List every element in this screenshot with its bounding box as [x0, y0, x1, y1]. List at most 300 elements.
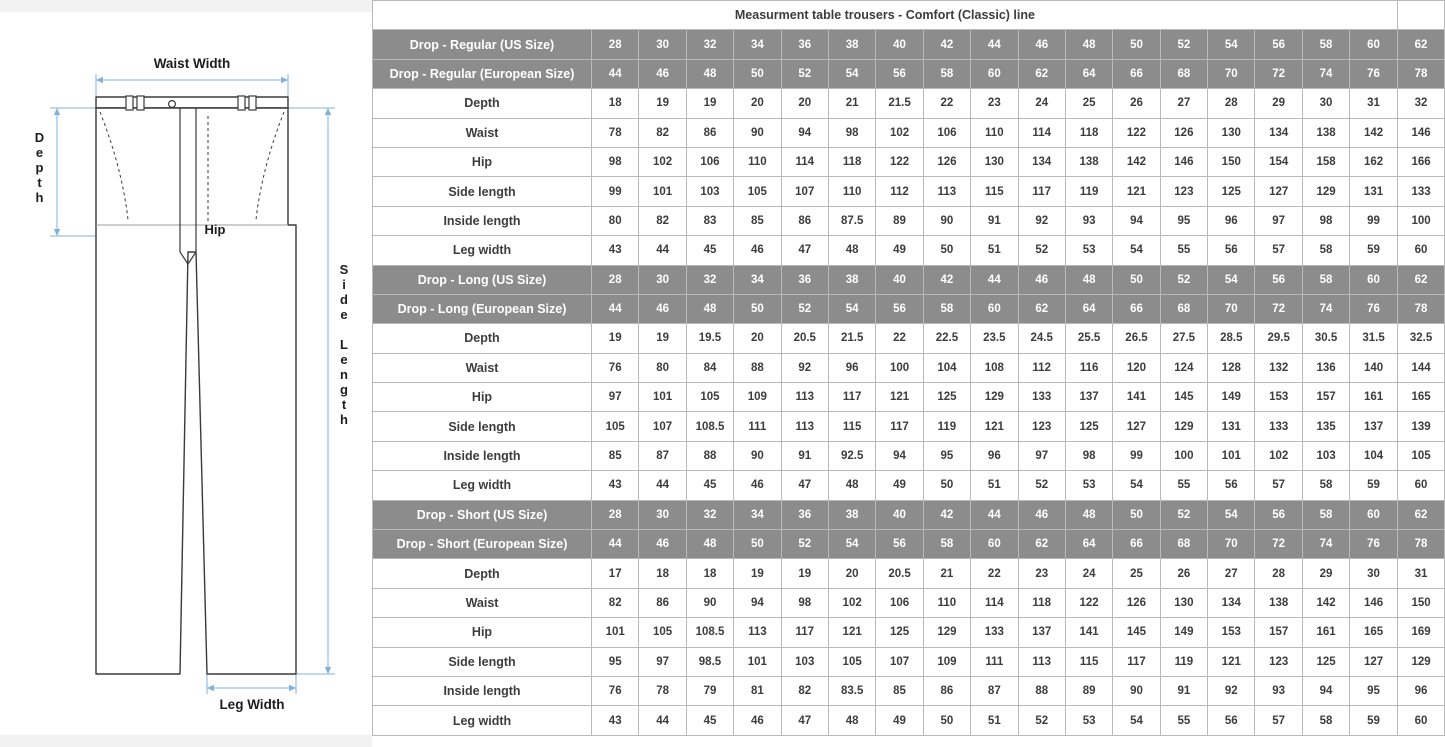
cell: 60	[971, 530, 1018, 559]
cell: 105	[828, 647, 875, 676]
cell: 100	[1160, 441, 1207, 470]
cell: 95	[923, 441, 970, 470]
cell: 87	[971, 676, 1018, 705]
cell: 17	[592, 559, 639, 588]
cell: 54	[1113, 471, 1160, 500]
cell: 52	[781, 294, 828, 323]
cell: 47	[781, 471, 828, 500]
cell: 20.5	[781, 324, 828, 353]
cell: 56	[1208, 471, 1255, 500]
cell: 114	[1018, 118, 1065, 147]
cell: 141	[1113, 383, 1160, 412]
cell: 149	[1208, 383, 1255, 412]
cell: 68	[1160, 530, 1207, 559]
cell: 59	[1350, 236, 1398, 265]
cell: 108.5	[686, 618, 733, 647]
label-hip: Hip	[204, 222, 226, 237]
cell: 22	[876, 324, 923, 353]
row-label: Side length	[373, 647, 592, 676]
row-label: Waist	[373, 118, 592, 147]
cell: 106	[876, 588, 923, 617]
cell: 30	[1302, 89, 1349, 118]
cell: 150	[1397, 588, 1444, 617]
cell: 45	[686, 706, 733, 735]
cell: 86	[923, 676, 970, 705]
cell: 98	[592, 147, 639, 176]
cell: 31	[1350, 89, 1398, 118]
cell: 126	[923, 147, 970, 176]
cell: 50	[734, 530, 781, 559]
cell: 58	[1302, 265, 1349, 294]
cell: 103	[781, 647, 828, 676]
row-label: Hip	[373, 618, 592, 647]
cell: 56	[1208, 236, 1255, 265]
cell: 62	[1018, 294, 1065, 323]
cell: 97	[639, 647, 686, 676]
table-row	[373, 647, 1445, 676]
cell: 43	[592, 236, 639, 265]
cell: 94	[734, 588, 781, 617]
cell: 125	[1208, 177, 1255, 206]
cell: 85	[592, 441, 639, 470]
label-leg-width: Leg Width	[219, 697, 285, 712]
cell: 50	[1113, 500, 1160, 529]
cell: 44	[639, 706, 686, 735]
cell: 23	[971, 89, 1018, 118]
cell: 95	[1350, 676, 1398, 705]
cell: 150	[1208, 147, 1255, 176]
cell: 24	[1018, 89, 1065, 118]
cell: 110	[734, 147, 781, 176]
cell: 105	[686, 383, 733, 412]
cell: 90	[686, 588, 733, 617]
cell: 115	[828, 412, 875, 441]
cell: 54	[828, 294, 875, 323]
cell: 52	[1018, 706, 1065, 735]
cell: 27	[1160, 89, 1207, 118]
cell: 42	[923, 30, 970, 59]
table-row	[373, 706, 1445, 735]
cell: 123	[1160, 177, 1207, 206]
cell: 60	[1350, 500, 1398, 529]
cell: 94	[876, 441, 923, 470]
cell: 158	[1302, 147, 1349, 176]
cell: 32	[686, 265, 733, 294]
table-row	[373, 206, 1445, 235]
cell: 34	[734, 500, 781, 529]
cell: 58	[1302, 500, 1349, 529]
table-row-drop	[373, 265, 1445, 294]
cell: 76	[1350, 530, 1398, 559]
cell: 169	[1397, 618, 1444, 647]
cell: 30	[639, 500, 686, 529]
cell: 52	[1160, 500, 1207, 529]
cell: 85	[734, 206, 781, 235]
cell: 25.5	[1065, 324, 1112, 353]
cell: 52	[781, 59, 828, 88]
table-row-drop	[373, 530, 1445, 559]
cell: 76	[1350, 59, 1398, 88]
cell: 115	[1065, 647, 1112, 676]
cell: 55	[1160, 236, 1207, 265]
cell: 55	[1160, 471, 1207, 500]
cell: 43	[592, 706, 639, 735]
cell: 83	[686, 206, 733, 235]
cell: 90	[734, 441, 781, 470]
cell: 78	[1397, 294, 1444, 323]
cell: 70	[1208, 59, 1255, 88]
cell: 20	[734, 89, 781, 118]
cell: 129	[1397, 647, 1444, 676]
cell: 114	[971, 588, 1018, 617]
cell: 66	[1113, 59, 1160, 88]
cell: 90	[923, 206, 970, 235]
cell: 121	[876, 383, 923, 412]
cell: 130	[1208, 118, 1255, 147]
cell: 46	[734, 471, 781, 500]
cell: 86	[639, 588, 686, 617]
cell: 91	[971, 206, 1018, 235]
cell: 131	[1208, 412, 1255, 441]
cell: 141	[1065, 618, 1112, 647]
cell: 100	[876, 353, 923, 382]
cell: 123	[1018, 412, 1065, 441]
cell: 22	[923, 89, 970, 118]
table-row	[373, 676, 1445, 705]
cell: 50	[923, 236, 970, 265]
cell: 101	[592, 618, 639, 647]
cell: 94	[781, 118, 828, 147]
cell: 42	[923, 500, 970, 529]
cell: 44	[592, 294, 639, 323]
row-label: Leg width	[373, 236, 592, 265]
cell: 107	[781, 177, 828, 206]
cell: 44	[639, 236, 686, 265]
cell: 36	[781, 30, 828, 59]
cell: 50	[734, 59, 781, 88]
table-row	[373, 353, 1445, 382]
cell: 27.5	[1160, 324, 1207, 353]
cell: 19.5	[686, 324, 733, 353]
cell: 130	[971, 147, 1018, 176]
cell: 56	[876, 59, 923, 88]
table-row-drop	[373, 30, 1445, 59]
cell: 60	[971, 59, 1018, 88]
cell: 62	[1397, 265, 1444, 294]
cell: 32.5	[1397, 324, 1444, 353]
cell: 29.5	[1255, 324, 1302, 353]
row-label: Drop - Long (European Size)	[373, 294, 592, 323]
cell: 62	[1018, 530, 1065, 559]
cell: 113	[923, 177, 970, 206]
cell: 29	[1255, 89, 1302, 118]
cell: 95	[1160, 206, 1207, 235]
row-label: Inside length	[373, 206, 592, 235]
cell: 114	[781, 147, 828, 176]
cell: 20	[734, 324, 781, 353]
cell: 121	[971, 412, 1018, 441]
cell: 128	[1208, 353, 1255, 382]
row-label: Side length	[373, 177, 592, 206]
cell: 78	[1397, 530, 1444, 559]
cell: 46	[734, 236, 781, 265]
cell: 125	[876, 618, 923, 647]
cell: 72	[1255, 59, 1302, 88]
cell: 105	[592, 412, 639, 441]
cell: 48	[828, 236, 875, 265]
cell: 68	[1160, 59, 1207, 88]
cell: 64	[1065, 530, 1112, 559]
cell: 112	[1018, 353, 1065, 382]
cell: 92	[1018, 206, 1065, 235]
cell: 94	[1113, 206, 1160, 235]
cell: 129	[971, 383, 1018, 412]
cell: 145	[1160, 383, 1207, 412]
cell: 22.5	[923, 324, 970, 353]
cell: 157	[1302, 383, 1349, 412]
cell: 48	[686, 294, 733, 323]
cell: 107	[876, 647, 923, 676]
cell: 121	[828, 618, 875, 647]
table-row	[373, 236, 1445, 265]
cell: 117	[876, 412, 923, 441]
cell: 146	[1350, 588, 1398, 617]
cell: 134	[1208, 588, 1255, 617]
cell: 19	[734, 559, 781, 588]
cell: 29	[1302, 559, 1349, 588]
cell: 21.5	[876, 89, 923, 118]
cell: 129	[1302, 177, 1349, 206]
cell: 94	[1302, 676, 1349, 705]
cell: 46	[1018, 265, 1065, 294]
cell: 86	[686, 118, 733, 147]
cell: 76	[592, 676, 639, 705]
table-row	[373, 383, 1445, 412]
cell: 74	[1302, 294, 1349, 323]
cell: 66	[1113, 294, 1160, 323]
cell: 78	[592, 118, 639, 147]
cell: 133	[1018, 383, 1065, 412]
table-row	[373, 471, 1445, 500]
cell: 46	[1018, 500, 1065, 529]
cell: 101	[639, 383, 686, 412]
cell: 131	[1350, 177, 1398, 206]
table-row	[373, 412, 1445, 441]
cell: 93	[1255, 676, 1302, 705]
cell: 58	[923, 59, 970, 88]
cell: 88	[1018, 676, 1065, 705]
cell: 56	[1255, 30, 1302, 59]
label-waist-width: Waist Width	[153, 56, 231, 71]
cell: 119	[1160, 647, 1207, 676]
cell: 21	[923, 559, 970, 588]
cell: 166	[1397, 147, 1444, 176]
cell: 24.5	[1018, 324, 1065, 353]
cell: 99	[592, 177, 639, 206]
cell: 46	[639, 530, 686, 559]
cell: 102	[876, 118, 923, 147]
cell: 110	[828, 177, 875, 206]
cell: 70	[1208, 294, 1255, 323]
cell: 28	[592, 500, 639, 529]
cell: 21.5	[828, 324, 875, 353]
cell: 98	[1065, 441, 1112, 470]
cell: 98.5	[686, 647, 733, 676]
cell: 30.5	[1302, 324, 1349, 353]
table-title: Measurment table trousers - Comfort (Classic) line	[373, 1, 1398, 30]
cell: 19	[639, 324, 686, 353]
cell: 60	[1397, 706, 1444, 735]
cell: 48	[1065, 30, 1112, 59]
cell: 18	[592, 89, 639, 118]
cell: 50	[734, 294, 781, 323]
cell: 36	[781, 500, 828, 529]
cell: 54	[1208, 30, 1255, 59]
table-row	[373, 324, 1445, 353]
cell: 52	[1018, 471, 1065, 500]
cell: 52	[1160, 265, 1207, 294]
cell: 90	[1113, 676, 1160, 705]
cell: 56	[876, 294, 923, 323]
cell: 23	[1018, 559, 1065, 588]
cell: 89	[1065, 676, 1112, 705]
cell: 91	[1160, 676, 1207, 705]
cell: 165	[1350, 618, 1398, 647]
cell: 25	[1113, 559, 1160, 588]
row-label: Depth	[373, 324, 592, 353]
cell: 18	[639, 559, 686, 588]
cell: 153	[1208, 618, 1255, 647]
cell: 60	[1397, 471, 1444, 500]
cell: 121	[1208, 647, 1255, 676]
cell: 121	[1113, 177, 1160, 206]
cell: 47	[781, 706, 828, 735]
cell: 43	[592, 471, 639, 500]
row-label: Inside length	[373, 441, 592, 470]
cell: 56	[876, 530, 923, 559]
cell: 125	[1065, 412, 1112, 441]
cell: 44	[971, 500, 1018, 529]
cell: 104	[923, 353, 970, 382]
cell: 133	[1397, 177, 1444, 206]
cell: 34	[734, 30, 781, 59]
row-label: Drop - Regular (European Size)	[373, 59, 592, 88]
cell: 137	[1350, 412, 1398, 441]
cell: 102	[639, 147, 686, 176]
cell: 57	[1255, 706, 1302, 735]
cell: 113	[734, 618, 781, 647]
cell: 23.5	[971, 324, 1018, 353]
cell: 32	[686, 500, 733, 529]
cell: 19	[639, 89, 686, 118]
cell: 44	[592, 59, 639, 88]
cell: 40	[876, 265, 923, 294]
cell: 102	[1255, 441, 1302, 470]
cell: 112	[876, 177, 923, 206]
cell: 60	[1397, 236, 1444, 265]
cell: 96	[971, 441, 1018, 470]
table-row	[373, 588, 1445, 617]
cell: 117	[828, 383, 875, 412]
cell: 86	[781, 206, 828, 235]
cell: 59	[1350, 471, 1398, 500]
row-label: Leg width	[373, 471, 592, 500]
cell: 82	[781, 676, 828, 705]
cell: 153	[1255, 383, 1302, 412]
cell: 113	[781, 412, 828, 441]
cell: 138	[1255, 588, 1302, 617]
row-label: Inside length	[373, 676, 592, 705]
cell: 26	[1160, 559, 1207, 588]
cell: 54	[1208, 500, 1255, 529]
cell: 118	[828, 147, 875, 176]
table-row	[373, 618, 1445, 647]
cell: 113	[781, 383, 828, 412]
measurement-table	[372, 0, 1445, 736]
cell: 92.5	[828, 441, 875, 470]
cell: 140	[1350, 353, 1398, 382]
cell: 57	[1255, 236, 1302, 265]
cell: 56	[1255, 500, 1302, 529]
row-label: Depth	[373, 559, 592, 588]
cell: 28	[592, 30, 639, 59]
cell: 97	[592, 383, 639, 412]
cell: 74	[1302, 59, 1349, 88]
cell: 161	[1350, 383, 1398, 412]
cell: 48	[686, 530, 733, 559]
cell: 64	[1065, 59, 1112, 88]
cell: 79	[686, 676, 733, 705]
cell: 122	[876, 147, 923, 176]
cell: 138	[1302, 118, 1349, 147]
cell: 60	[1350, 30, 1398, 59]
cell: 50	[1113, 30, 1160, 59]
cell: 115	[971, 177, 1018, 206]
cell: 113	[1018, 647, 1065, 676]
cell: 97	[1018, 441, 1065, 470]
cell: 28	[1255, 559, 1302, 588]
cell: 52	[1160, 30, 1207, 59]
cell: 105	[734, 177, 781, 206]
table-row	[373, 559, 1445, 588]
cell: 132	[1255, 353, 1302, 382]
cell: 97	[1255, 206, 1302, 235]
cell: 122	[1065, 588, 1112, 617]
cell: 96	[1397, 676, 1444, 705]
cell: 142	[1113, 147, 1160, 176]
row-label: Side length	[373, 412, 592, 441]
cell: 101	[639, 177, 686, 206]
cell: 49	[876, 706, 923, 735]
cell: 44	[971, 265, 1018, 294]
measurement-table-panel	[372, 0, 1445, 747]
cell: 30	[1350, 559, 1398, 588]
cell: 44	[639, 471, 686, 500]
cell: 48	[828, 471, 875, 500]
cell: 28	[592, 265, 639, 294]
cell: 58	[1302, 706, 1349, 735]
table-row	[373, 441, 1445, 470]
cell: 99	[1350, 206, 1398, 235]
table-row	[373, 147, 1445, 176]
cell: 52	[1018, 236, 1065, 265]
cell: 54	[828, 59, 875, 88]
label-depth: Depth	[32, 130, 47, 205]
cell: 146	[1397, 118, 1444, 147]
cell: 19	[592, 324, 639, 353]
cell: 111	[971, 647, 1018, 676]
cell: 74	[1302, 530, 1349, 559]
